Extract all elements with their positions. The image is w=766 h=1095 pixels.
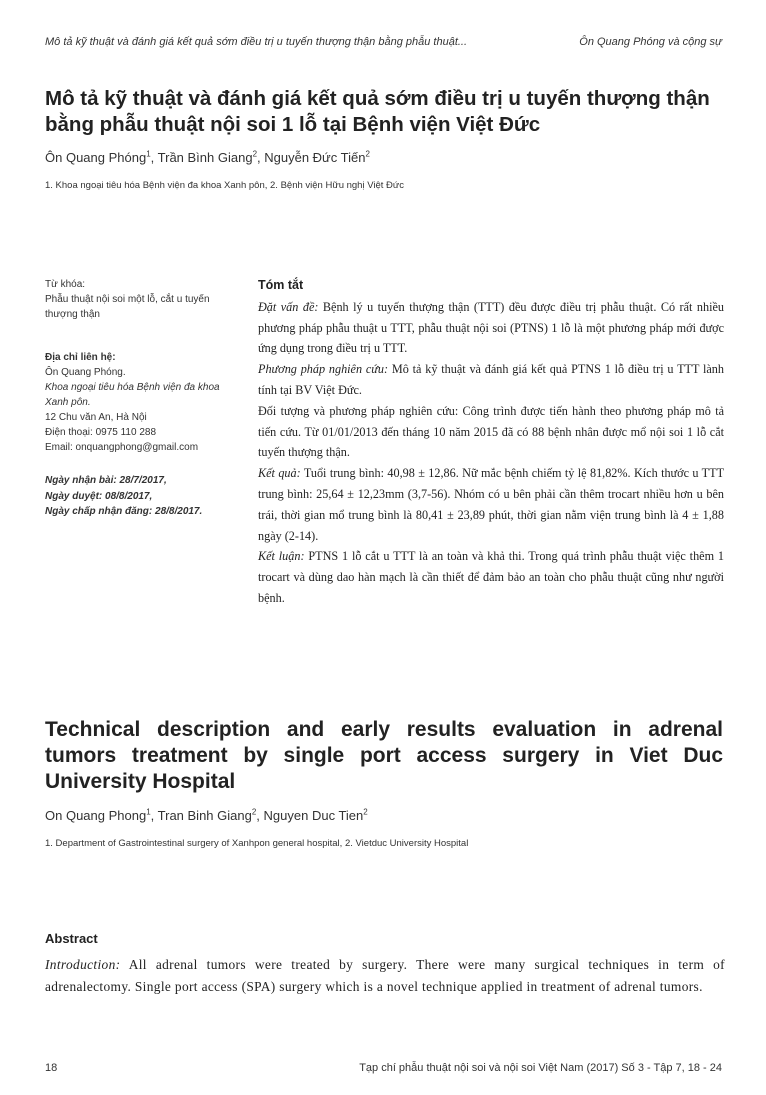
- en-author-sep: ,: [150, 808, 158, 823]
- date-received: Ngày nhận bài: 28/7/2017,: [45, 475, 167, 486]
- vi-title-line-2: bằng phẫu thuật nội soi 1 lỗ tại Bệnh viện Việt Đức: [45, 113, 541, 136]
- vi-conclusion-lead: Kết luận:: [258, 549, 305, 564]
- vi-authors: [45, 150, 370, 165]
- en-author-name: Nguyen Duc Tien: [263, 808, 364, 823]
- vi-author-name: Trần Bình Giang: [157, 150, 253, 165]
- en-intro-paragraph: [45, 954, 725, 997]
- en-author-name: On Quang Phong: [45, 808, 147, 823]
- date-published: Ngày chấp nhận đăng: 28/8/2017.: [45, 506, 203, 517]
- vi-article-title: [45, 86, 735, 138]
- contact-email[interactable]: Email: onquangphong@gmail.com: [45, 442, 199, 453]
- vi-author-sup: 2: [252, 149, 258, 159]
- en-authors: [45, 808, 368, 823]
- vi-abstract-heading: Tóm tắt: [258, 278, 304, 292]
- en-intro-text: All adrenal tumors were treated by surgery. There were many surgical techniques in term of adrenalectomy. Single port access (SPA) surgery which is a novel technique applied in treatment of adrenal tumors.: [45, 957, 725, 994]
- vi-author-name: Ôn Quang Phóng: [45, 150, 147, 165]
- sidebar: [45, 277, 230, 520]
- vi-author-name: Nguyễn Đức Tiến: [264, 150, 366, 165]
- en-author-sep: ,: [256, 808, 264, 823]
- en-abstract-heading: Abstract: [45, 931, 98, 946]
- vi-author-sep: ,: [150, 150, 158, 165]
- date-accepted: Ngày duyệt: 08/8/2017,: [45, 490, 153, 502]
- contact-department: Khoa ngoại tiêu hóa Bệnh viện đa khoa Xanh pôn.: [45, 382, 220, 408]
- en-intro-lead: Introduction:: [45, 957, 121, 972]
- vi-intro-lead: Đặt vấn đề:: [258, 299, 319, 314]
- journal-citation: Tạp chí phẫu thuật nội soi và nội soi Việt Nam (2017) Số 3 - Tập 7, 18 - 24: [359, 1062, 722, 1074]
- en-author-sup: 1: [146, 807, 151, 817]
- vi-methods-lead: Phương pháp nghiên cứu:: [258, 362, 389, 377]
- vi-results-paragraph: [258, 463, 724, 546]
- vi-methods-paragraph: [258, 359, 724, 401]
- running-header-title: Mô tả kỹ thuật và đánh giá kết quả sớm điều trị u tuyến thượng thận bằng phẫu thuật...: [45, 36, 468, 48]
- vi-intro-paragraph: [258, 297, 724, 359]
- running-header-authors: Ôn Quang Phóng và cộng sự: [579, 36, 722, 48]
- vi-author-sup: 2: [365, 149, 370, 159]
- contact-address: 12 Chu văn An, Hà Nội: [45, 412, 147, 423]
- keywords-text: Phẫu thuật nội soi một lỗ, cắt u tuyến thượng thận: [45, 294, 210, 320]
- en-author-name: Tran Binh Giang: [157, 808, 252, 823]
- contact-name: Ôn Quang Phóng.: [45, 367, 126, 378]
- vi-conclusion-text: PTNS 1 lỗ cắt u TTT là an toàn và khả thi. Trong quá trình phẫu thuật việc thêm 1 trocart và dùng dao hàn mạch là cần thiết để đảm bảo an toàn cho phẫu thuật cũng như người bệnh.: [258, 549, 725, 605]
- vi-methods-text: Mô tả kỹ thuật và đánh giá kết quả PTNS 1 lỗ điều trị u TTT lành tính tại BV Việt Đức.: [258, 362, 724, 397]
- en-article-title: Technical description and early results evaluation in adrenal tumors treatment by single port access surgery in Viet Duc University Hospital: [45, 718, 723, 793]
- keywords-label: Từ khóa:: [45, 279, 86, 290]
- en-abstract: [45, 954, 725, 997]
- en-author-sup: 2: [363, 807, 368, 817]
- en-author-sup: 2: [251, 807, 257, 817]
- vi-results-lead: Kết quả:: [258, 466, 301, 481]
- page-number: 18: [45, 1062, 58, 1074]
- en-affiliation: 1. Department of Gastrointestinal surgery of Xanhpon general hospital, 2. Vietduc University Hospital: [45, 838, 469, 849]
- vi-author-sep: ,: [257, 150, 265, 165]
- vi-subjects-paragraph: Đối tượng và phương pháp nghiên cứu: Công trình được tiến hành theo phương pháp mô tả tiến cứu. Từ 01/01/2013 đến tháng 10 năm 2015 đã có 88 bệnh nhân được mổ nội soi 1 lỗ cắt tuyến thượng thận.: [258, 403, 724, 460]
- vi-title-line-1: Mô tả kỹ thuật và đánh giá kết quả sớm điều trị u tuyến thượng thận: [45, 87, 710, 110]
- vi-affiliation: 1. Khoa ngoại tiêu hóa Bệnh viện đa khoa Xanh pôn, 2. Bệnh viện Hữu nghị Việt Đức: [45, 180, 405, 191]
- contact-label: Địa chỉ liên hệ:: [45, 352, 116, 363]
- vi-author-sup: 1: [146, 149, 151, 159]
- contact-phone: Điện thoại: 0975 110 288: [45, 427, 157, 438]
- vi-results-text: Tuổi trung bình: 40,98 ± 12,86. Nữ mắc bệnh chiếm tỷ lệ 81,82%. Kích thước u TTT trung bình: 25,64 ± 12,23mm (3,7-56). Nhóm có u bên phải cần thêm trocart nhiều hơn u bên trái, thời gian mổ trung bình là 80,41 ± 23,89 phút, thời gian nằm viện trung bình là 4 ± 1,88 ngày (2-14).: [258, 466, 725, 543]
- vi-abstract: [258, 275, 724, 609]
- vi-intro-text: Bệnh lý u tuyến thượng thận (TTT) đều được điều trị phẫu thuật. Có rất nhiều phương pháp phẫu thuật u TTT, phẫu thuật nội soi (PTNS) 1 lỗ là một phương pháp mới được ứng dụng trong điều trị u TTT.: [258, 299, 724, 356]
- vi-conclusion-paragraph: [258, 546, 724, 608]
